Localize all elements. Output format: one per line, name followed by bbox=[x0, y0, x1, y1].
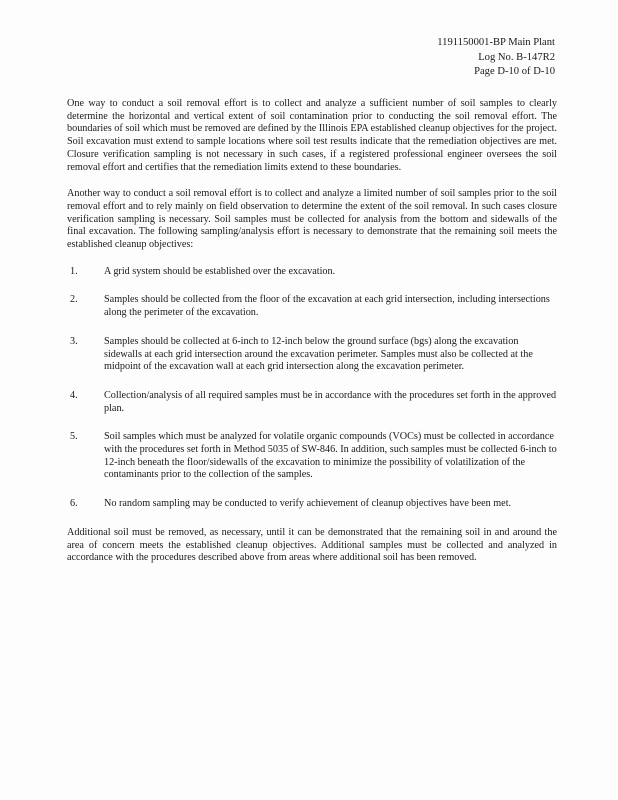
list-item-text: Samples should be collected from the floor of the excavation at each grid intersection, including intersections along the perimeter of the excavation. bbox=[104, 294, 550, 319]
paragraph-soil-removal-method-1: One way to conduct a soil removal effort is to collect and analyze a sufficient number of soil samples to clearly determine the horizontal and vertical extent of soil contamination prior to conducting the soil removal effort. The boundaries of soil which must be removed are defined by the Illinois EPA established cleanup objectives for the project. Soil excavation must extend to sample locations where soil test results indicate that the remediation objectives are met. Closure verification sampling is not necessary in such cases, if a registered professional engineer oversees the soil removal effort and certifies that the remediation limits extend to these boundaries. bbox=[67, 98, 557, 173]
list-item-text: No random sampling may be conducted to verify achievement of cleanup objectives have been met. bbox=[104, 498, 512, 510]
list-item bbox=[67, 498, 557, 511]
list-item bbox=[67, 431, 557, 482]
document-id: 1191150001-BP Main Plant bbox=[437, 37, 555, 48]
list-item-text: A grid system should be established over the excavation. bbox=[104, 265, 336, 277]
list-item bbox=[67, 390, 557, 415]
list-item-text: Samples should be collected at 6-inch to 12-inch below the ground surface (bgs) along the excavation sidewalls at each grid intersection around the excavation perimeter. Samples must also be collected at the midpoint of the excavation wall at each grid intersection along the excavation perimeter. bbox=[104, 335, 533, 373]
page-number: Page D-10 of D-10 bbox=[474, 66, 555, 77]
list-item-number: 2. bbox=[70, 294, 78, 306]
list-item-number: 6. bbox=[70, 498, 78, 510]
list-item bbox=[67, 336, 557, 374]
list-item-number: 5. bbox=[70, 431, 78, 443]
document-body bbox=[67, 98, 557, 579]
paragraph-soil-removal-method-2: Another way to conduct a soil removal effort is to collect and analyze a limited number of soil samples prior to the soil removal effort and to rely mainly on field observation to determine the extent of the soil removal. In such cases closure verification sampling is necessary. Soil samples must be collected for analysis from the bottom and sidewalls of the final excavation. The following sampling/analysis effort is necessary to demonstrate that the remaining soil meets the established cleanup objectives: bbox=[67, 188, 557, 251]
sampling-requirements-list bbox=[67, 266, 557, 511]
list-item-text: Soil samples which must be analyzed for volatile organic compounds (VOCs) must be collected in accordance with the procedures set forth in Method 5035 of SW-846. In addition, such samples must be collected 6-inch to 12-inch beneath the floor/sidewalls of the excavation to minimize the possibility of volatilization of the contaminants prior to the collection of the samples. bbox=[104, 431, 557, 481]
list-item-number: 1. bbox=[70, 265, 78, 277]
list-item-number: 3. bbox=[70, 335, 78, 347]
closing-paragraph: Additional soil must be removed, as necessary, until it can be demonstrated that the remaining soil in and around the area of concern meets the established cleanup objectives. Additional samples must be collected and analyzed in accordance with the procedures described above from areas where additional soil has been removed. bbox=[67, 526, 557, 564]
log-number: Log No. B-147R2 bbox=[478, 51, 555, 63]
list-item bbox=[67, 294, 557, 319]
page-header bbox=[437, 36, 555, 80]
list-item-text: Collection/analysis of all required samples must be in accordance with the procedures set forth in the approved plan. bbox=[104, 389, 557, 414]
list-item bbox=[67, 266, 557, 279]
list-item-number: 4. bbox=[70, 389, 78, 401]
